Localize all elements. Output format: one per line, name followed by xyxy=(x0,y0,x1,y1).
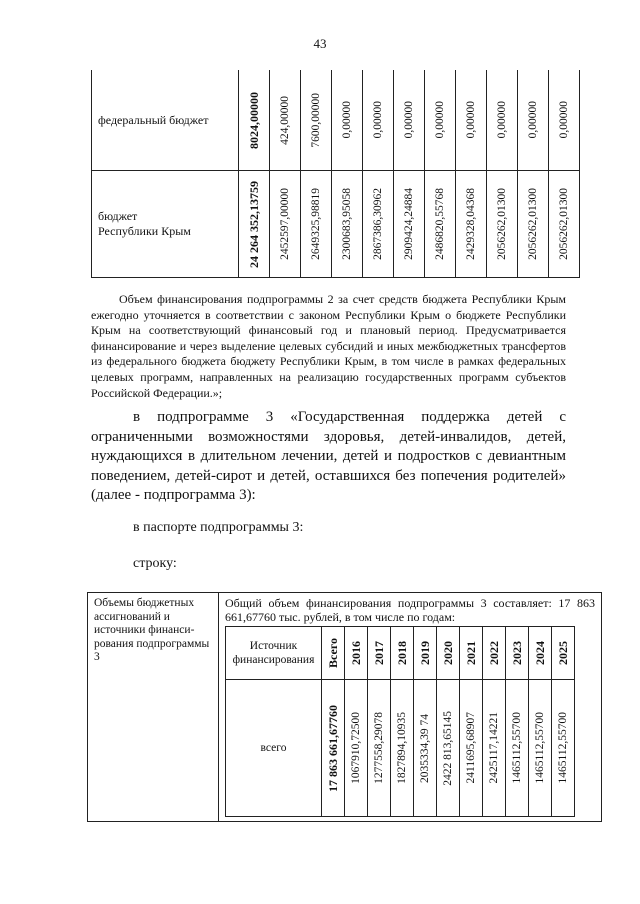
table-cell xyxy=(506,680,529,817)
header-cell xyxy=(391,627,414,680)
header-year-2017: 2017 xyxy=(371,641,386,665)
row-label-line: бюджет xyxy=(98,209,138,223)
table-cell xyxy=(456,171,487,278)
header-cell xyxy=(460,627,483,680)
table-cell xyxy=(549,70,580,171)
table-row xyxy=(88,593,602,822)
table-cell xyxy=(483,680,506,817)
table-cell xyxy=(518,171,549,278)
header-cell xyxy=(414,627,437,680)
row-label-federal-budget: федеральный бюджет xyxy=(92,70,239,171)
budget-allocation-label: Объемы бюджетных ассигнований и источники финанси-рования подпрограммы 3 xyxy=(88,593,219,822)
table-cell xyxy=(529,680,552,817)
funding-table-continued xyxy=(91,70,580,278)
header-cell xyxy=(437,627,460,680)
table-cell xyxy=(332,70,363,171)
value-2022: 2429328,04368 xyxy=(465,188,477,260)
value-2017: 1277558,29078 xyxy=(373,712,385,784)
table-cell xyxy=(460,680,483,817)
table-cell xyxy=(487,171,518,278)
table-cell xyxy=(425,171,456,278)
paragraph-passport: в паспорте подпрограммы 3: xyxy=(133,520,304,535)
value-2016: 2452597,00000 xyxy=(279,188,291,260)
header-cell xyxy=(506,627,529,680)
table-cell xyxy=(437,680,460,817)
header-funding-source: Источник финансирования xyxy=(226,627,322,680)
table-cell xyxy=(549,171,580,278)
page-number: 43 xyxy=(313,36,327,51)
value-2018: 2300683,95058 xyxy=(341,188,353,260)
paragraph-subprogram-2-funding: Объем финансирования подпрограммы 2 за счет средств бюджета Республики Крым ежегодно уточняется в соответствии с законом Республики Крым о бюджете Республики Крым на соответствующий финансовый год и плановый период. Предусматривается финансирование и через выделение целевых субсидий и иных межбюджетных трансфертов из федерального бюджета бюджету Республики Крым, в том числе в рамках федеральных целевых программ, направленных на реализацию государственных программ субъектов Российской Федерации.»; xyxy=(91,292,566,400)
header-year-2021: 2021 xyxy=(463,641,478,665)
value-2016: 1067910,72500 xyxy=(350,712,362,784)
funding-details-cell xyxy=(219,593,602,822)
table-cell xyxy=(322,680,345,817)
table-cell xyxy=(394,70,425,171)
value-2021: 2411695,68907 xyxy=(465,712,477,784)
row-label-total: всего xyxy=(226,680,322,817)
value-2019: 2035334,39 74 xyxy=(419,713,431,783)
value-2017: 2649325,98819 xyxy=(310,188,322,260)
table-cell xyxy=(425,70,456,171)
subprogram-3-funding-table xyxy=(87,592,602,822)
table-cell xyxy=(414,680,437,817)
header-cell xyxy=(322,627,345,680)
table-header-row xyxy=(226,627,575,680)
paragraph-subprogram-3-title: в подпрограмме 3 «Государственная поддержка детей с ограниченными возможностями здоровья, детей-инвалидов, детей, нуждающихся в длительном лечении, детей и подростков с девиантным поведением, детей-сирот и детей, оставшихся без попечения родителей» (далее - подпрограмма 3): xyxy=(91,409,566,503)
value-2018: 1827894,10935 xyxy=(396,712,408,784)
header-year-2025: 2025 xyxy=(555,641,570,665)
value-2021: 2486820,55768 xyxy=(434,188,446,260)
table-cell xyxy=(345,680,368,817)
paragraph-row: строку: xyxy=(133,556,177,571)
header-cell xyxy=(368,627,391,680)
header-year-2020: 2020 xyxy=(440,641,455,665)
value-2020: 2422 813,65145 xyxy=(442,710,454,786)
value-2019: 2867386,30962 xyxy=(372,188,384,260)
table-cell xyxy=(239,171,270,278)
table-cell xyxy=(332,171,363,278)
table-cell xyxy=(394,171,425,278)
value-2017: 7600,00000 xyxy=(310,92,322,148)
table-cell xyxy=(518,70,549,171)
value-2023: 0,00000 xyxy=(496,101,508,139)
table-row-crimea-budget xyxy=(92,171,580,278)
value-2024: 1465112,55700 xyxy=(534,712,546,784)
value-2024: 2056262,01300 xyxy=(527,188,539,260)
value-total: 17 863 661,67760 xyxy=(325,704,340,792)
value-2016: 424,00000 xyxy=(279,95,291,145)
funding-by-year-table xyxy=(225,626,575,817)
table-row-federal-budget xyxy=(92,70,580,171)
row-label-crimea-budget xyxy=(92,171,239,278)
header-year-2016: 2016 xyxy=(348,641,363,665)
table-row-total xyxy=(226,680,575,817)
header-cell xyxy=(483,627,506,680)
header-cell xyxy=(552,627,575,680)
value-2023: 2056262,01300 xyxy=(496,188,508,260)
header-cell xyxy=(345,627,368,680)
table-cell xyxy=(270,70,301,171)
table-cell xyxy=(363,171,394,278)
value-2022: 0,00000 xyxy=(465,101,477,139)
value-total: 8024,00000 xyxy=(246,91,261,149)
table-cell xyxy=(552,680,575,817)
value-2025: 1465112,55700 xyxy=(557,712,569,784)
table-cell xyxy=(391,680,414,817)
value-2024: 0,00000 xyxy=(527,101,539,139)
value-2022: 2425117,14221 xyxy=(488,712,500,784)
table-cell xyxy=(456,70,487,171)
value-2021: 0,00000 xyxy=(434,101,446,139)
header-year-2024: 2024 xyxy=(532,641,547,665)
funding-intro-text: Общий объем финансирования подпрограммы 3 составляет: 17 863 661,67760 тыс. рублей, в том числе по годам: xyxy=(225,596,595,624)
table-cell xyxy=(301,171,332,278)
value-2020: 0,00000 xyxy=(403,101,415,139)
table-cell xyxy=(363,70,394,171)
table-cell xyxy=(301,70,332,171)
header-year-2022: 2022 xyxy=(486,641,501,665)
table-cell xyxy=(270,171,301,278)
row-label-line: Республики Крым xyxy=(98,224,191,238)
header-total: Всего xyxy=(325,638,340,668)
header-year-2019: 2019 xyxy=(417,641,432,665)
value-total: 24 264 352,13759 xyxy=(246,180,261,268)
header-year-2023: 2023 xyxy=(509,641,524,665)
value-2025: 0,00000 xyxy=(558,101,570,139)
value-2019: 0,00000 xyxy=(372,101,384,139)
table-cell xyxy=(487,70,518,171)
header-year-2018: 2018 xyxy=(394,641,409,665)
table-cell xyxy=(368,680,391,817)
value-2025: 2056262,01300 xyxy=(558,188,570,260)
value-2018: 0,00000 xyxy=(341,101,353,139)
header-cell xyxy=(529,627,552,680)
value-2020: 2909424,24884 xyxy=(403,188,415,260)
table-cell xyxy=(239,70,270,171)
value-2023: 1465112,55700 xyxy=(511,712,523,784)
